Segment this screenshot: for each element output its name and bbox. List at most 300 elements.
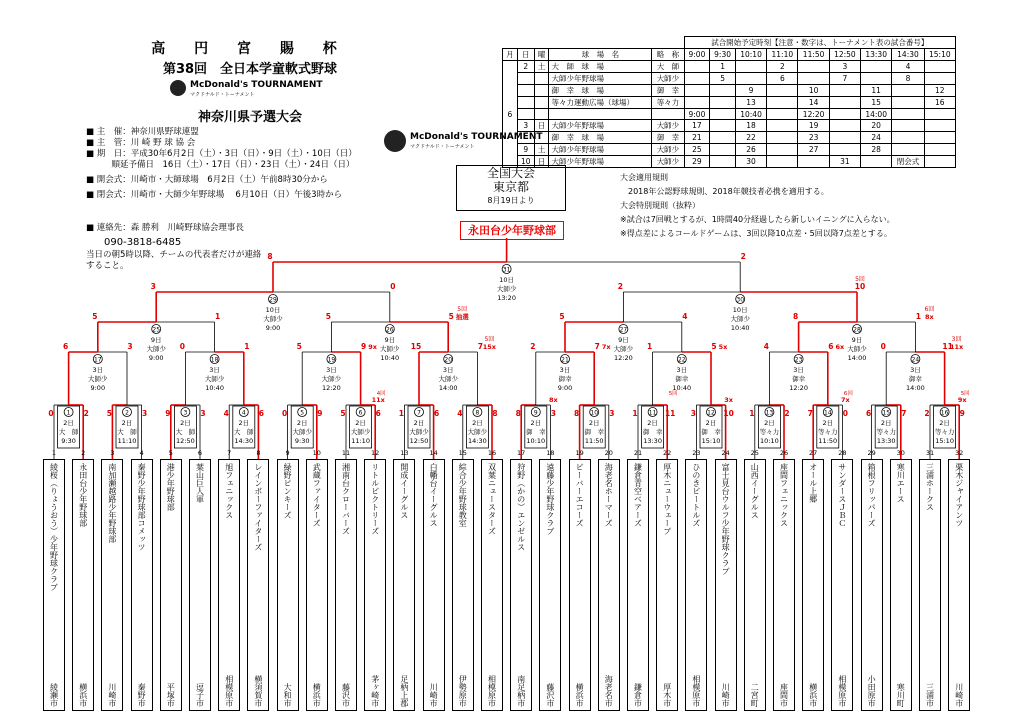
team-city: 茅ヶ崎市	[370, 675, 380, 707]
team-box	[277, 459, 299, 711]
team-box	[685, 459, 707, 711]
game-venue: 大師少	[350, 428, 371, 436]
team-name: 双葉ニュースターズ	[487, 463, 497, 535]
score: 11	[942, 342, 953, 351]
team-box	[306, 459, 328, 711]
game-time: 15:10	[935, 437, 954, 445]
score: 3	[141, 409, 148, 418]
game-venue: 御 幸	[642, 428, 663, 436]
score: 4	[682, 312, 688, 321]
team-city: 藤沢市	[545, 683, 555, 707]
contact-note2: すること。	[86, 261, 129, 271]
game-time: 11:10	[117, 437, 137, 445]
game-number: 28	[853, 326, 861, 334]
game-venue: 御 幸	[701, 428, 721, 436]
info-closing: ■ 閉会式：川崎市・大師少年野球場 6月10日（日）午後3時から	[86, 190, 343, 200]
score: 8	[492, 409, 498, 418]
team-city: 大和市	[283, 683, 293, 707]
team-seed-number: 3	[110, 449, 115, 457]
team-box	[218, 459, 240, 711]
score: 6	[865, 409, 872, 418]
team-name: 箱根フリッパーズ	[867, 463, 877, 527]
team-name: 武蔵ファイターズ	[312, 463, 322, 527]
score: 7	[594, 342, 600, 351]
game-number: 30	[736, 296, 745, 304]
score: 6	[62, 342, 69, 351]
game-venue: 大師少	[263, 315, 283, 323]
team-seed-number: 26	[779, 449, 789, 457]
team-city: 綾瀬市	[49, 683, 59, 707]
score: 0	[281, 409, 288, 418]
team-city: 小田原市	[867, 675, 877, 707]
game-number: 16	[940, 409, 949, 417]
team-seed-number: 29	[867, 449, 876, 457]
team-name: 寒川エース	[896, 463, 906, 503]
game-venue: 大 師	[175, 428, 196, 436]
score: 0	[842, 409, 849, 418]
game-venue: 大師少	[321, 375, 342, 383]
game-day: 2日	[355, 419, 366, 427]
game-number: 1	[66, 409, 71, 417]
team-city: 川崎市	[954, 683, 964, 707]
game-number: 12	[707, 409, 715, 417]
rules-line3: ※得点差によるコールドゲームは、3回以降10点差・5回以降7点差とする。	[620, 229, 892, 238]
team-seed-number: 30	[896, 449, 905, 457]
game-day: 3日	[910, 366, 921, 374]
score: 6	[433, 409, 440, 418]
game-venue: 御幸	[558, 375, 572, 383]
score: 1	[646, 342, 653, 351]
score-note: 9x	[957, 396, 967, 404]
inning-note: 6回	[924, 306, 935, 313]
game-number: 8	[475, 409, 480, 417]
inning-note: 5回	[855, 276, 865, 283]
game-day: 9日	[384, 336, 396, 344]
score: 2	[740, 252, 746, 261]
game-number: 13	[765, 409, 774, 417]
game-time: 12:20	[614, 354, 633, 362]
game-number: 18	[210, 356, 219, 364]
score-note: 7x	[841, 396, 850, 404]
rules-title: 大会適用規則	[620, 173, 668, 182]
team-city: 横浜市	[808, 683, 818, 707]
game-day: 9日	[851, 336, 863, 344]
team-seed-number: 11	[341, 449, 351, 457]
national-label: 全国大会	[486, 166, 535, 180]
game-time: 13:30	[643, 437, 662, 445]
game-number: 17	[93, 356, 102, 364]
team-city: 相模原市	[487, 675, 497, 707]
game-time: 10:40	[205, 384, 224, 392]
game-number: 14	[823, 409, 832, 417]
sponsor-name-2: McDonald's TOURNAMENT	[410, 132, 543, 142]
game-venue: 大師少	[146, 345, 166, 353]
team-city: 相模原市	[691, 675, 701, 707]
score-note: 11x	[949, 343, 964, 351]
team-city: 横浜市	[312, 683, 322, 707]
game-time: 14:00	[438, 384, 458, 392]
team-box	[364, 459, 386, 711]
team-seed-number: 16	[487, 449, 497, 457]
team-name: リトルビクトリーズ	[370, 463, 380, 535]
game-venue: 大 師	[117, 428, 137, 436]
score: 5	[106, 409, 113, 418]
score: 11	[664, 409, 676, 418]
game-venue: 御 幸	[584, 428, 604, 436]
team-name: ひのきビートルズ	[691, 463, 701, 527]
game-time: 12:50	[409, 437, 429, 445]
team-city: 相模原市	[837, 675, 847, 707]
game-venue: 大師少	[467, 428, 488, 436]
score: 8	[792, 312, 799, 321]
game-day: 2日	[530, 419, 542, 427]
rules-line1: 2018年公認野球規則、2018年競技者必携を適用する。	[620, 187, 829, 196]
game-day: 9日	[618, 336, 629, 344]
game-venue: 大師少	[204, 375, 225, 383]
cup-title: 高 円 宮 賜 杯	[151, 41, 349, 57]
game-venue: 御 幸	[526, 428, 546, 436]
team-city: 三浦市	[925, 683, 935, 707]
score: 9	[959, 409, 965, 418]
info-organizer: ■ 主 催：神奈川県野球連盟	[86, 127, 199, 137]
game-day: 3日	[209, 366, 220, 374]
score: 5	[340, 409, 346, 418]
team-city: 秦野市	[137, 683, 147, 707]
schedule-head: 月 日 曜 球 場 名 略 称 9:00 9:30 10:10 11:10 11:50 12:50 13:30 14:30 15:10	[503, 49, 956, 61]
score: 4	[457, 409, 463, 418]
team-name: 永田台少年野球部	[78, 463, 88, 527]
team-box	[481, 459, 503, 711]
team-city: 南足柄市	[516, 675, 526, 707]
team-city: 川崎市	[429, 683, 439, 707]
score: 1	[214, 312, 221, 321]
team-seed-number: 13	[400, 449, 409, 457]
score-note: 9x	[368, 343, 377, 351]
game-day: 3日	[676, 366, 688, 374]
score: 5	[296, 342, 302, 351]
game-venue: 大 師	[234, 428, 254, 436]
team-box	[131, 459, 153, 711]
game-number: 11	[648, 409, 657, 417]
info-dates: ■ 期 日：平成30年6月2日（土）・3日（日）・9日（土）・10日（日）	[86, 149, 357, 159]
team-box	[656, 459, 678, 711]
game-time: 10:10	[526, 437, 546, 445]
team-city: 厚木市	[662, 683, 672, 707]
team-seed-number: 19	[575, 449, 584, 457]
team-seed-number: 22	[663, 449, 672, 457]
team-name: 三浦ホークス	[925, 463, 935, 511]
team-name: 綾桜（りょうおう）少年野球クラブ	[49, 463, 59, 591]
schedule-row: 御 幸 球 場 御 幸 21 22 23 24	[503, 132, 956, 144]
game-number: 20	[444, 356, 453, 364]
score: 9	[165, 409, 171, 418]
schedule-row: 9 土 大師少年野球場 大師少 25 26 27 28	[503, 144, 956, 156]
team-box	[948, 459, 970, 711]
team-name: 白幡台イーグルス	[429, 463, 439, 527]
score-note: 11x	[371, 396, 385, 404]
game-number: 9	[533, 409, 538, 417]
team-name: 栗木ジャイアンツ	[954, 463, 964, 527]
team-city: 相模原市	[224, 675, 234, 707]
score: 3	[200, 409, 206, 418]
team-name: 港少年野球部	[166, 463, 176, 511]
team-name: 山西イーグルス	[750, 463, 760, 519]
team-box	[598, 459, 620, 711]
game-venue: 大師少	[409, 428, 429, 436]
game-time: 13:30	[876, 437, 896, 445]
team-seed-number: 2	[81, 449, 86, 457]
score: 8	[515, 409, 521, 418]
team-seed-number: 21	[633, 449, 643, 457]
game-time: 12:50	[176, 437, 195, 445]
score: 8	[573, 409, 580, 418]
team-seed-number: 25	[750, 449, 759, 457]
game-time: 10:40	[672, 384, 692, 392]
game-time: 11:50	[818, 437, 838, 445]
score: 1	[632, 409, 638, 418]
score: 3	[127, 342, 133, 351]
score: 4	[763, 342, 770, 351]
game-day: 3日	[793, 366, 804, 374]
game-number: 2	[125, 409, 129, 417]
schedule-row: 3 日 大師少年野球場 大師少 17 18 19 20	[503, 120, 956, 132]
team-box	[919, 459, 941, 711]
team-box	[247, 459, 269, 711]
team-city: 川崎市	[721, 683, 731, 707]
team-seed-number: 23	[692, 449, 701, 457]
team-box	[452, 459, 474, 711]
game-venue: 等々力	[876, 428, 896, 436]
score: 1	[398, 409, 405, 418]
score-note: 6x	[835, 343, 845, 351]
schedule-row: 大師少年野球場 大師少 5 6 7 8	[503, 73, 956, 85]
game-day: 2日	[121, 419, 133, 427]
schedule-row: 等々力運動広場（球場） 等々力 13 14 15 16	[503, 97, 956, 109]
schedule-row: 御 幸 球 場 御 幸 9 10 11 12	[503, 85, 956, 97]
game-venue: 等々力	[759, 428, 780, 436]
team-city: 川崎市	[107, 683, 117, 707]
score: 8	[267, 252, 273, 261]
score: 7	[807, 409, 813, 418]
game-day: 2日	[413, 419, 425, 427]
team-city: 伊勢原市	[458, 675, 468, 707]
score-note: 7x	[601, 343, 611, 351]
game-number: 10	[590, 409, 599, 417]
game-day: 3日	[442, 366, 454, 374]
team-seed-number: 1	[51, 449, 57, 457]
inning-note: 4回	[376, 391, 386, 397]
score: 9	[360, 342, 367, 351]
team-seed-number: 28	[838, 449, 847, 457]
team-city: 逗子市	[195, 683, 205, 707]
team-seed-number: 6	[197, 449, 203, 457]
rules-special: 大会特別規則（抜粋）	[620, 201, 700, 210]
game-venue: 大師少	[438, 375, 458, 383]
game-number: 3	[183, 409, 188, 417]
game-venue: 大師少	[730, 315, 750, 323]
contact-phone: 090-3818-6485	[104, 237, 182, 248]
game-venue: 等々力	[818, 428, 838, 436]
team-box	[773, 459, 795, 711]
game-day: 2日	[880, 419, 892, 427]
game-number: 27	[619, 326, 628, 334]
game-day: 2日	[705, 419, 717, 427]
score: 6	[258, 409, 265, 418]
team-name: 葉山巨人軍	[195, 463, 205, 503]
score: 5	[92, 312, 98, 321]
score: 7	[477, 342, 484, 351]
schedule-caption: 試合開始予定時刻【注意・数字は、トーナメント表の試合番号】	[684, 37, 955, 49]
team-name: オール上郷	[808, 463, 818, 503]
game-day: 2日	[63, 419, 74, 427]
team-box	[101, 459, 123, 711]
game-time: 14:30	[234, 437, 254, 445]
game-venue: 大師少	[380, 345, 400, 353]
team-box	[43, 459, 65, 711]
team-city: 座間市	[779, 683, 789, 707]
score: 15	[410, 342, 422, 351]
game-number: 24	[911, 356, 920, 364]
team-seed-number: 31	[925, 449, 935, 457]
team-city: 藤沢市	[341, 683, 351, 707]
game-number: 7	[417, 409, 421, 417]
game-day: 2日	[647, 419, 658, 427]
score: 5	[559, 312, 565, 321]
game-time: 12:20	[789, 384, 808, 392]
team-name: 鎌倉青空ベアーズ	[633, 463, 643, 527]
team-city: 足柄上郡	[399, 675, 409, 707]
team-name: 座間フェニックス	[779, 463, 789, 527]
game-time: 9:00	[90, 384, 106, 392]
team-seed-number: 15	[458, 449, 467, 457]
game-number: 23	[794, 356, 803, 364]
score-note: 8x	[925, 313, 934, 321]
game-day: 2日	[472, 419, 483, 427]
team-name: レインボーファイターズ	[253, 463, 263, 551]
game-venue: 大 師	[58, 428, 79, 436]
team-box	[802, 459, 824, 711]
score: 2	[83, 409, 89, 418]
schedule-month: 6	[503, 61, 518, 168]
inning-note: 5回	[484, 336, 495, 343]
team-name: 旭フェニックス	[224, 463, 234, 519]
score: 3	[609, 409, 615, 418]
game-day: 10日	[499, 276, 514, 284]
score: 5	[448, 312, 454, 321]
game-day: 3日	[326, 366, 337, 374]
game-time: 10:40	[380, 354, 400, 362]
score: 9	[317, 409, 323, 418]
game-venue: 大師少	[847, 345, 867, 353]
score: 0	[390, 282, 396, 291]
inning-note: 3回	[951, 336, 962, 343]
game-number: 25	[152, 326, 161, 334]
team-seed-number: 27	[809, 449, 818, 457]
info-manager: ■ 主 管：川 崎 野 球 協 会	[86, 138, 196, 148]
team-box	[189, 459, 211, 711]
team-name: 綜合少年野球教室	[458, 463, 468, 527]
game-number: 15	[882, 409, 891, 417]
team-seed-number: 4	[139, 449, 144, 457]
game-day: 2日	[588, 419, 600, 427]
team-seed-number: 7	[227, 449, 232, 457]
game-venue: 御幸	[792, 375, 806, 383]
score-note: 15x	[482, 343, 497, 351]
contact-label: ■ 連絡先：森 勝利 川崎野球協会理事長	[86, 223, 244, 233]
team-name: ビーバーエコーズ	[575, 463, 585, 527]
team-city: 海老名市	[604, 675, 614, 707]
inning-note: 5回	[960, 391, 970, 397]
team-city: 横須賀市	[253, 675, 263, 707]
score: 0	[48, 409, 54, 418]
score: 1	[915, 312, 922, 321]
rules-line2: ※試合は7回戦とするが、1時間40分経過したら新しいイニングに入らない。	[620, 215, 895, 224]
info-opening: ■ 開会式：川崎市・大師球場 6月2日（土）午前8時30分から	[86, 175, 328, 185]
game-time: 10:40	[730, 324, 750, 332]
schedule-row: 6 2 土 大 師 球 場 大 師 1 2 3 4	[503, 61, 956, 73]
team-seed-number: 5	[168, 449, 173, 457]
team-seed-number: 10	[312, 449, 321, 457]
score-note: 3x	[724, 396, 733, 404]
sponsor-sub: マクドナルド・トーナメント	[190, 92, 255, 98]
team-box	[393, 459, 415, 711]
team-box	[423, 459, 445, 711]
national-date: 8月19日より	[487, 196, 535, 205]
score: 3	[690, 409, 697, 418]
score: 4	[223, 409, 229, 418]
game-time: 9:00	[265, 324, 281, 332]
game-number: 5	[300, 409, 305, 417]
inning-note: 6回	[843, 391, 853, 397]
game-number: 26	[385, 326, 394, 334]
game-day: 2日	[822, 419, 834, 427]
score-note: 5x	[718, 343, 728, 351]
game-day: 3日	[559, 366, 571, 374]
score: 0	[179, 342, 186, 351]
team-box	[539, 459, 561, 711]
score: 0	[880, 342, 886, 351]
game-day: 10日	[732, 306, 748, 314]
game-number: 19	[327, 356, 336, 364]
team-seed-number: 12	[371, 449, 380, 457]
team-seed-number: 8	[256, 449, 261, 457]
team-seed-number: 24	[721, 449, 730, 457]
game-day: 3日	[92, 366, 104, 374]
game-day: 2日	[939, 419, 950, 427]
prelim-title: 神奈川県予選大会	[197, 110, 302, 125]
game-time: 9:30	[294, 437, 310, 445]
team-name: 南加瀬越路少年野球部	[107, 463, 117, 543]
game-venue: 大師少	[613, 345, 634, 353]
game-venue: 大師少	[496, 285, 517, 293]
game-time: 9:30	[61, 437, 76, 445]
schedule-row: 10 日 大師少年野球場 大師少 29 30 31 閉会式	[503, 156, 956, 168]
game-day: 2日	[238, 419, 250, 427]
score: 5	[711, 342, 717, 351]
game-time: 9:00	[557, 384, 573, 392]
score: 2	[617, 282, 624, 291]
team-city: 鎌倉市	[633, 683, 643, 707]
score: 6	[828, 342, 834, 351]
score: 5	[325, 312, 332, 321]
game-time: 15:10	[701, 437, 721, 445]
inning-note: 5回	[668, 391, 678, 397]
team-seed-number: 14	[429, 449, 438, 457]
sponsor-name: McDonald's TOURNAMENT	[190, 80, 323, 90]
game-number: 31	[502, 266, 511, 274]
team-name: サンダースＪＢＣ	[837, 463, 847, 527]
game-time: 10:10	[760, 437, 779, 445]
